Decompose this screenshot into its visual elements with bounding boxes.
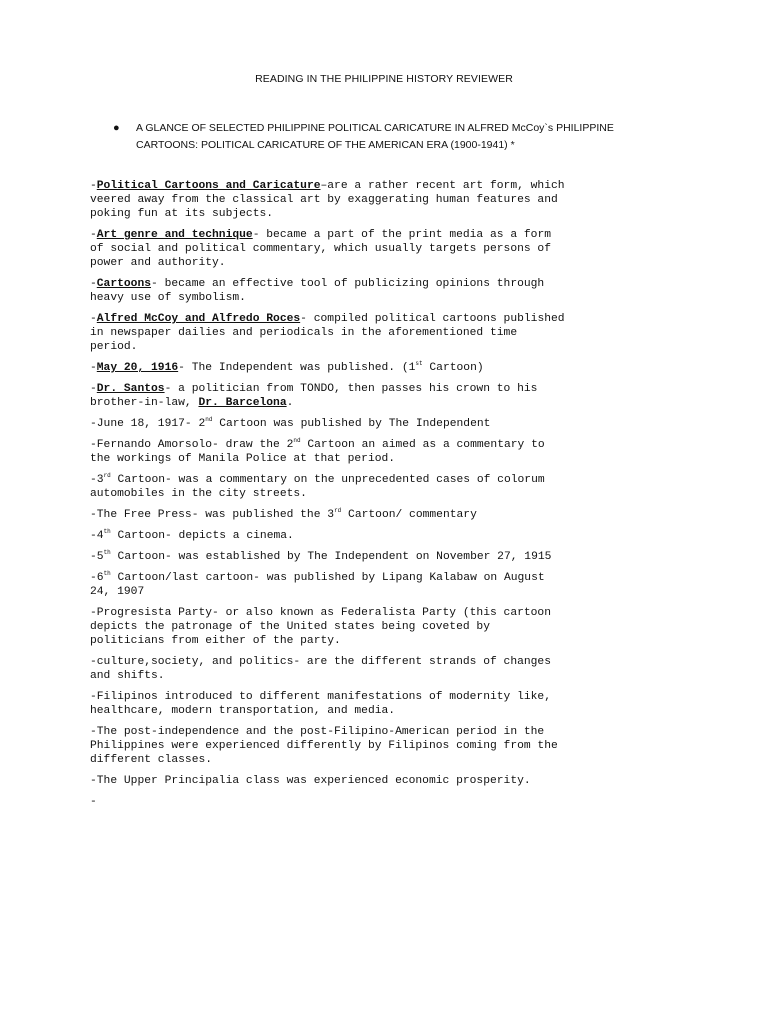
entry-prefix: -4 [90, 530, 104, 542]
entry-5th-cartoon [90, 550, 690, 564]
entry-text: - a politician from TONDO, then passes his crown to his brother-in-law, [90, 383, 538, 409]
entry-prefix: - [90, 362, 97, 374]
entry-prefix: -6 [90, 572, 104, 584]
ordinal-suffix: rd [334, 507, 342, 514]
ordinal-suffix: rd [103, 472, 111, 479]
entry-text: - The Independent was published. (1 [178, 362, 416, 374]
entry-text: Cartoon/ commentary [341, 509, 477, 521]
entry-prefix: -Fernando Amorsolo- draw the 2 [90, 439, 294, 451]
entry-text: Cartoon/last cartoon- was published by Lipang Kalabaw on August 24, 1907 [90, 572, 545, 598]
entry-term: Political Cartoons and Caricature [96, 180, 321, 192]
entry-term: Cartoons [96, 278, 152, 290]
entry-progresista-party: -Progresista Party- or also known as Federalista Party (this cartoon depicts the patronage of the United states being coveted by politicians from either of the party. [90, 607, 551, 647]
ordinal-suffix: th [103, 549, 111, 556]
entry-political-cartoons [90, 179, 690, 221]
entry-3rd-cartoon [90, 473, 690, 501]
entry-prefix: - [90, 278, 97, 290]
entry-upper-principalia: -The Upper Principalia class was experienced economic prosperity. [90, 775, 531, 787]
entry-text: Cartoon- was a commentary on the unprecedented cases of colorum automobiles in the city streets. [90, 474, 545, 500]
ordinal-suffix: st [415, 360, 423, 367]
bullet-icon: ● [113, 122, 120, 134]
entry-art-genre [90, 228, 690, 270]
entry-empty-dash: - [90, 796, 97, 808]
entry-term: May 20, 1916 [96, 362, 179, 374]
entry-text: –are a rather recent art form, which veered away from the classical art by exaggerating human features and poking fun at its subjects. [90, 180, 565, 220]
entry-text-after: . [286, 397, 294, 409]
reviewer-body [90, 179, 690, 816]
entry-prefix: - [90, 180, 97, 192]
entry-term: Alfred McCoy and Alfredo Roces [96, 313, 301, 325]
entry-prefix: - [90, 229, 97, 241]
entry-4th-cartoon [90, 529, 690, 543]
entry-text: - compiled political cartoons published in newspaper dailies and periodicals in the aforementioned time period. [90, 313, 565, 353]
entry-text-after: Cartoon) [422, 362, 484, 374]
ordinal-suffix: th [103, 570, 111, 577]
entry-june-18-1917 [90, 417, 690, 431]
entry-culture-society: -culture,society, and politics- are the different strands of changes and shifts. [90, 656, 551, 682]
entry-mccoy-roces [90, 312, 690, 354]
entry-post-independence: -The post-independence and the post-Filipino-American period in the Philippines were experienced differently by Filipinos coming from the different classes. [90, 726, 558, 766]
ordinal-suffix: nd [293, 437, 301, 444]
entry-prefix: -3 [90, 474, 104, 486]
entry-term-2: Dr. Barcelona [198, 397, 287, 409]
entry-fernando-amorsolo [90, 438, 690, 466]
entry-cartoons [90, 277, 690, 305]
entry-prefix: -The Free Press- was published the 3 [90, 509, 335, 521]
entry-prefix: - [90, 383, 97, 395]
entry-6th-cartoon [90, 571, 690, 599]
entry-text: Cartoon- depicts a cinema. [110, 530, 294, 542]
entry-may-20-1916 [90, 361, 690, 375]
entry-term: Dr. Santos [96, 383, 165, 395]
entry-text: Cartoon- was established by The Independent on November 27, 1915 [110, 551, 552, 563]
entry-free-press [90, 508, 690, 522]
entry-modernity: -Filipinos introduced to different manifestations of modernity like, healthcare, modern transportation, and media. [90, 691, 551, 717]
ordinal-suffix: th [103, 528, 111, 535]
entry-text: - became a part of the print media as a form of social and political commentary, which usually targets persons of power and authority. [90, 229, 552, 269]
entry-dr-santos [90, 382, 690, 410]
entry-prefix: -June 18, 1917- 2 [90, 418, 206, 430]
entry-prefix: - [90, 313, 97, 325]
entry-term: Art genre and technique [96, 229, 253, 241]
ordinal-suffix: nd [205, 416, 213, 423]
entry-text: Cartoon an aimed as a commentary to the workings of Manila Police at that period. [90, 439, 545, 465]
page-title: READING IN THE PHILIPPINE HISTORY REVIEWER [255, 73, 513, 85]
entry-text: - became an effective tool of publicizing opinions through heavy use of symbolism. [90, 278, 545, 304]
bullet-text: A GLANCE OF SELECTED PHILIPPINE POLITICAL CARICATURE IN ALFRED McCoy`s PHILIPPINE CARTOONS: POLITICAL CARICATURE OF THE AMERICAN ERA (1900-1941) * [136, 122, 614, 151]
entry-prefix: -5 [90, 551, 104, 563]
entry-text: Cartoon was published by The Independent [212, 418, 491, 430]
